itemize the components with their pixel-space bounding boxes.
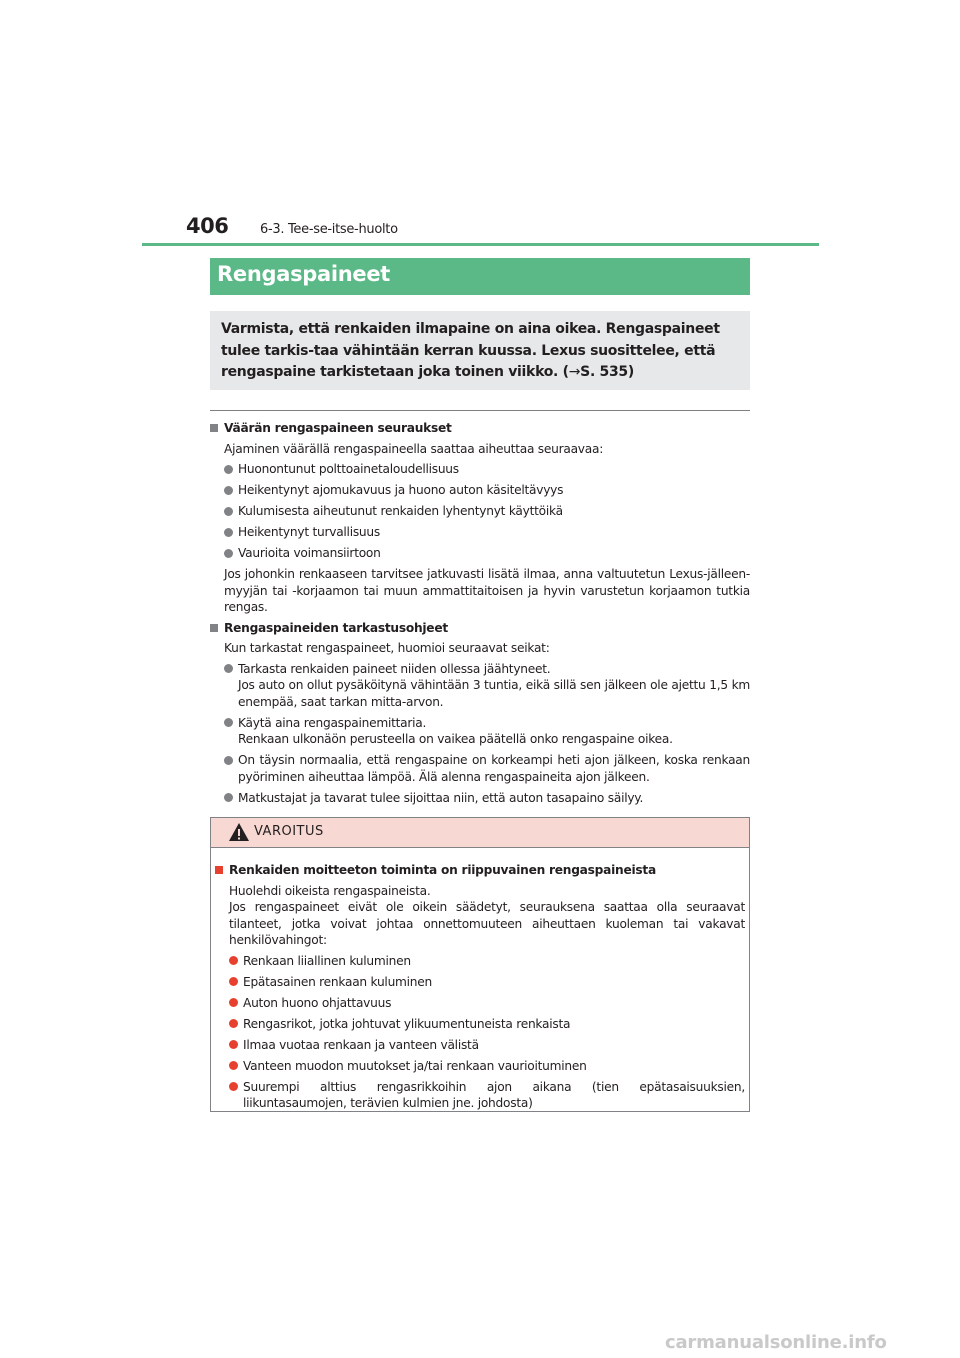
main-content (210, 420, 750, 811)
warning-heading-text: Renkaiden moitteeton toiminta on riippuvainen rengaspaineista (229, 863, 656, 877)
list-item (215, 1079, 745, 1112)
page-title-text: Rengaspaineet (217, 262, 391, 286)
circle-bullet-icon (224, 465, 233, 474)
warning-heading (215, 862, 745, 879)
list-item (215, 1016, 745, 1033)
warning-body (211, 848, 749, 1112)
list-item (210, 545, 750, 562)
list-item (210, 790, 750, 807)
list-item-text: Epätasainen renkaan kuluminen (243, 974, 432, 989)
section-intro: Kun tarkastat rengaspaineet, huomioi seuraavat seikat: (224, 641, 550, 655)
circle-bullet-icon (229, 977, 238, 986)
list-item (210, 752, 750, 785)
list-item (210, 524, 750, 541)
list-item (215, 995, 745, 1012)
arrow-icon: → (568, 364, 581, 380)
page-title (210, 258, 750, 295)
page-number: 406 (186, 214, 229, 238)
circle-bullet-icon (224, 793, 233, 802)
circle-bullet-icon (229, 1082, 238, 1091)
circle-bullet-icon (224, 549, 233, 558)
list-item-text: On täysin normaalia, että rengaspaine on korkeampi heti ajon jälkeen, koska renkaan pyöriminen aiheuttaa lämpöä. Älä alenna rengaspaineita ajon jälkeen. (238, 753, 750, 784)
watermark: carmanualsonline.info (665, 1332, 887, 1353)
list-item (210, 461, 750, 478)
warning-intro-line1: Huolehdi oikeista rengaspaineista. (229, 883, 431, 898)
list-item-text: Huonontunut polttoainetaloudellisuus (238, 462, 459, 476)
circle-bullet-icon (229, 956, 238, 965)
list-item-text: Heikentynyt turvallisuus (238, 525, 380, 539)
list-item (210, 661, 750, 711)
circle-bullet-icon (224, 528, 233, 537)
list-item (215, 1058, 745, 1075)
section-outro: Jos johonkin renkaaseen tarvitsee jatkuvasti lisätä ilmaa, anna valtuutetun Lexus-jälleen-myyjän tai -korjaamon tai muun ammattitaitoisen ja hyvin varustetun korjaamon tutkia rengas. (224, 567, 750, 614)
square-bullet-icon (210, 624, 218, 632)
list-item (215, 974, 745, 991)
list-item-text: Suurempi alttius rengasrikkoihin ajon aikana (tien epätasaisuuksien, liikuntasaumojen, terävien kulmien jne. johdosta) (243, 1079, 745, 1110)
warning-triangle-icon (228, 822, 250, 842)
list-item (210, 482, 750, 499)
list-item-text: Auton huono ohjattavuus (243, 995, 392, 1010)
circle-bullet-icon (224, 718, 233, 727)
list-item-text: Tarkasta renkaiden paineet niiden ollessa jäähtyneet. (238, 661, 551, 676)
list-item (215, 953, 745, 970)
circle-bullet-icon (224, 664, 233, 673)
section-heading-text: Väärän rengaspaineen seuraukset (224, 421, 452, 435)
warning-header (211, 818, 749, 848)
list-item-text: Matkustajat ja tavarat tulee sijoittaa niin, että auton tasapaino säilyy. (238, 790, 644, 805)
header-rule (142, 243, 819, 246)
divider (210, 410, 750, 411)
list-item-text: Renkaan liiallinen kuluminen (243, 953, 411, 968)
warning-box (210, 817, 750, 1112)
section-heading-text: Rengaspaineiden tarkastusohjeet (224, 620, 448, 635)
circle-bullet-icon (229, 1061, 238, 1070)
list-item-note: Renkaan ulkonäön perusteella on vaikea päätellä onko rengaspaine oikea. (238, 732, 673, 746)
section-intro: Ajaminen väärällä rengaspaineella saattaa aiheuttaa seuraavaa: (224, 441, 604, 456)
list-item (215, 1037, 745, 1054)
circle-bullet-icon (229, 998, 238, 1007)
list-item (210, 503, 750, 520)
list-item-text: Ilmaa vuotaa renkaan ja vanteen välistä (243, 1037, 479, 1052)
circle-bullet-icon (229, 1019, 238, 1028)
square-bullet-icon (210, 424, 218, 432)
list-item (210, 715, 750, 748)
section-label: 6-3. Tee-se-itse-huolto (260, 222, 398, 237)
intro-box (210, 311, 750, 390)
circle-bullet-icon (224, 486, 233, 495)
section-heading (210, 620, 750, 637)
circle-bullet-icon (224, 507, 233, 516)
list-item-text: Käytä aina rengaspainemittaria. (238, 715, 427, 730)
list-item-text: Vanteen muodon muutokset ja/tai renkaan vaurioituminen (243, 1058, 587, 1073)
intro-text: Varmista, että renkaiden ilmapaine on aina oikea. Rengaspaineet tulee tarkis-taa vähintään kerran kuussa. Lexus suosittelee, että rengaspaine tarkistetaan joka toinen viikko. ( (221, 321, 720, 380)
warning-intro-line2: Jos rengaspaineet eivät ole oikein säädetyt, seurauksena saattaa olla seuraavat tilanteet, jotka voivat johtaa onnettomuuteen aiheuttaen kuoleman tai vakavat henkilövahingot: (229, 900, 745, 947)
warning-title: VAROITUS (254, 824, 324, 839)
circle-bullet-icon (224, 756, 233, 765)
square-bullet-icon (215, 866, 223, 874)
warning-intro (215, 883, 745, 949)
list-item-text: Rengasrikot, jotka johtuvat ylikuumentuneista renkaista (243, 1016, 571, 1031)
circle-bullet-icon (229, 1040, 238, 1049)
list-item-text: Kulumisesta aiheutunut renkaiden lyhentynyt käyttöikä (238, 504, 563, 518)
list-item-text: Vaurioita voimansiirtoon (238, 546, 381, 560)
page-reference-link[interactable]: S. 535) (580, 364, 634, 380)
section-heading (210, 420, 750, 437)
list-item-note: Jos auto on ollut pysäköitynä vähintään 3 tuntia, eikä sillä sen jälkeen ole ajettu 1,5 km enempää, saat tarkan mitta-arvon. (238, 678, 750, 709)
list-item-text: Heikentynyt ajomukavuus ja huono auton käsiteltävyys (238, 483, 564, 497)
